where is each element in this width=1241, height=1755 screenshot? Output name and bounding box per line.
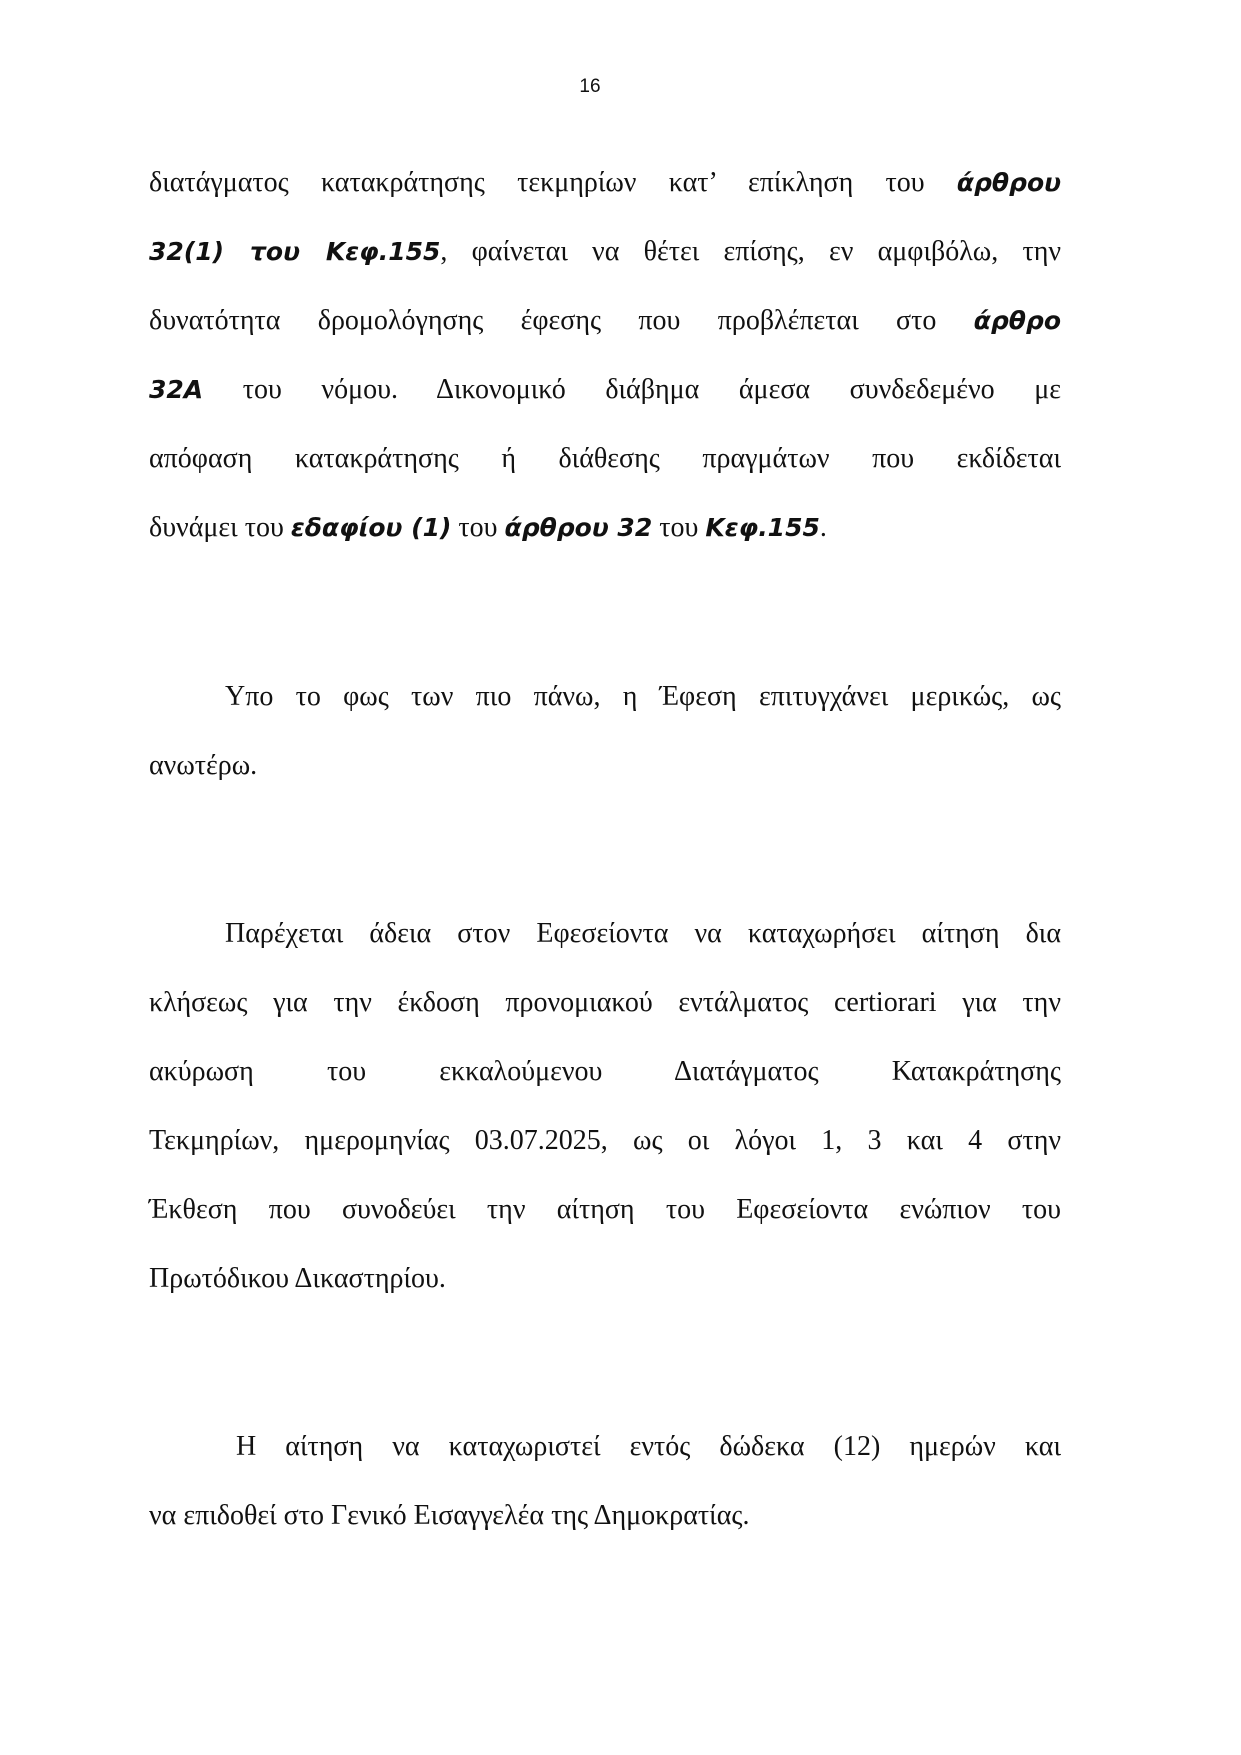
text-line (149, 662, 1061, 731)
text-run: διατάγματος κατακράτησης τεκμηρίων κατ’ επίκληση του (149, 167, 957, 198)
paragraph-4 (149, 1412, 1061, 1550)
paragraph-2 (149, 662, 1061, 800)
text-line (149, 1106, 1061, 1175)
text-line (149, 1175, 1061, 1244)
text-line (149, 899, 1061, 968)
text-run: κλήσεως για την έκδοση προνομιακού εντάλματος certiorari για την (149, 987, 1061, 1018)
text-line (149, 355, 1061, 424)
legal-reference: άρθρο (973, 306, 1061, 335)
text-line (149, 286, 1061, 355)
text-run: . (819, 512, 827, 543)
text-line (149, 1244, 1061, 1313)
text-run: Πρωτόδικου Δικαστηρίου. (149, 1263, 446, 1294)
legal-reference: άρθρου (956, 168, 1061, 197)
text-run: , φαίνεται να θέτει επίσης, εν αμφιβόλω, την (440, 236, 1061, 267)
legal-reference: άρθρου 32 (504, 513, 653, 542)
text-line (149, 148, 1061, 217)
legal-reference: εδαφίου (1) (290, 513, 452, 542)
text-run: Η αίτηση να καταχωριστεί εντός δώδεκα (12) ημερών και (236, 1431, 1061, 1462)
text-run: του (652, 512, 706, 543)
text-line (149, 731, 1061, 800)
legal-reference: Κεφ.155 (705, 513, 820, 542)
legal-reference: 32(1) του Κεφ.155 (149, 237, 441, 266)
document-body (149, 148, 1061, 1550)
text-line (149, 968, 1061, 1037)
text-run: δυνατότητα δρομολόγησης έφεσης που προβλέπεται στο (149, 305, 974, 336)
text-run: ακύρωση του εκκαλούμενου Διατάγματος Κατακράτησης (149, 1056, 1061, 1087)
text-run: ανωτέρω. (149, 750, 258, 781)
text-line (149, 493, 1061, 562)
text-run: απόφαση κατακράτησης ή διάθεσης πραγμάτων που εκδίδεται (149, 443, 1061, 474)
text-run: του νόμου. Δικονομικό διάβημα άμεσα συνδεδεμένο με (203, 374, 1061, 405)
text-run: Υπο το φως των πιο πάνω, η Έφεση επιτυγχάνει μερικώς, ως (225, 681, 1061, 712)
text-line (149, 1037, 1061, 1106)
text-line (149, 217, 1061, 286)
text-run: Έκθεση που συνοδεύει την αίτηση του Εφεσείοντα ενώπιον του (149, 1194, 1061, 1225)
legal-reference: 32Α (149, 375, 204, 404)
paragraph-3 (149, 899, 1061, 1313)
page-number: 16 (579, 76, 601, 97)
text-run: του (451, 512, 505, 543)
text-run: Τεκμηρίων, ημερομηνίας 03.07.2025, ως οι λόγοι 1, 3 και 4 στην (149, 1125, 1061, 1156)
paragraph-1 (149, 148, 1061, 562)
text-line (149, 424, 1061, 493)
text-run: να επιδοθεί στο Γενικό Εισαγγελέα της Δημοκρατίας. (149, 1500, 750, 1531)
text-run: Παρέχεται άδεια στον Εφεσείοντα να καταχωρήσει αίτηση δια (225, 918, 1061, 949)
text-line (149, 1412, 1061, 1481)
text-line (149, 1481, 1061, 1550)
text-run: δυνάμει του (149, 512, 291, 543)
